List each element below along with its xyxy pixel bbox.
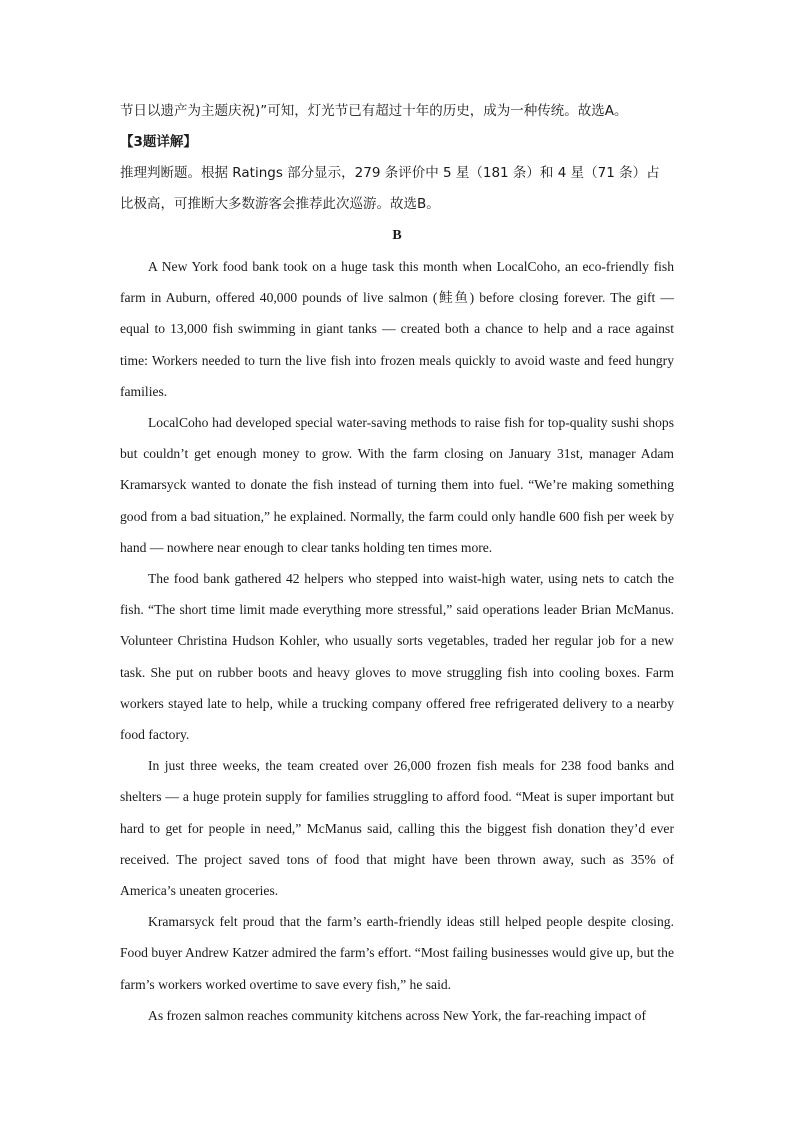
- passage-paragraph-3: The food bank gathered 42 helpers who stepped into waist-high water, using nets to catch the fish. “The short time limit made everything more stressful,” said operations leader Brian McManus. Volunteer Christina Hudson Kohler, who usually sorts vegetables, traded her regular job for a new task. She put on rubber boots and heavy gloves to move struggling fish into cooling boxes. Farm workers stayed late to help, while a trucking company offered free refrigerated delivery to a nearby food factory.: [120, 571, 674, 743]
- section-label: B: [392, 228, 402, 243]
- passage-paragraph-6: As frozen salmon reaches community kitchens across New York, the far-reaching impact of: [148, 1007, 647, 1023]
- passage-paragraph-5: Kramarsyck felt proud that the farm’s earth-friendly ideas still helped people despite closing. Food buyer Andrew Katzer admired the farm’s effort. “Most failing businesses would give up, but the farm’s workers worked overtime to save every fish,” he said.: [120, 914, 674, 992]
- question-3-detail-line-1: 推理判断题。根据 Ratings 部分显示，279 条评价中 5 星（181 条）和 4 星（71 条）占: [120, 165, 660, 181]
- document-page: [120, 96, 674, 1031]
- answer-explanation-line: 节日以遗产为主题庆祝)”可知，灯光节已有超过十年的历史，成为一种传统。故选A。: [120, 103, 628, 119]
- question-3-detail-line-2: 比极高，可推断大多数游客会推荐此次巡游。故选B。: [120, 196, 440, 212]
- passage-paragraph-1: A New York food bank took on a huge task this month when LocalCoho, an eco-friendly fish farm in Auburn, offered 40,000 pounds of live salmon (鲑鱼) before closing forever. The gift — equal to 13,000 fish swimming in giant tanks — created both a chance to help and a race against time: Workers needed to turn the live fish into frozen meals quickly to avoid waste and feed hungry families.: [120, 259, 674, 399]
- passage-paragraph-2: LocalCoho had developed special water-saving methods to raise fish for top-quality sushi shops but couldn’t get enough money to grow. With the farm closing on January 31st, manager Adam Kramarsyck wanted to donate the fish instead of turning them into fuel. “We’re making something good from a bad situation,” he explained. Normally, the farm could only handle 600 fish per week by hand — nowhere near enough to clear tanks holding ten times more.: [120, 415, 674, 555]
- passage-paragraph-4: In just three weeks, the team created over 26,000 frozen fish meals for 238 food banks and shelters — a huge protein supply for families struggling to afford food. “Meat is super important but hard to get for people in need,” McManus said, calling this the biggest fish donation they’d ever received. The project saved tons of food that might have been thrown away, such as 35% of America’s uneaten groceries.: [120, 758, 674, 899]
- question-3-heading: 【3题详解】: [120, 134, 197, 150]
